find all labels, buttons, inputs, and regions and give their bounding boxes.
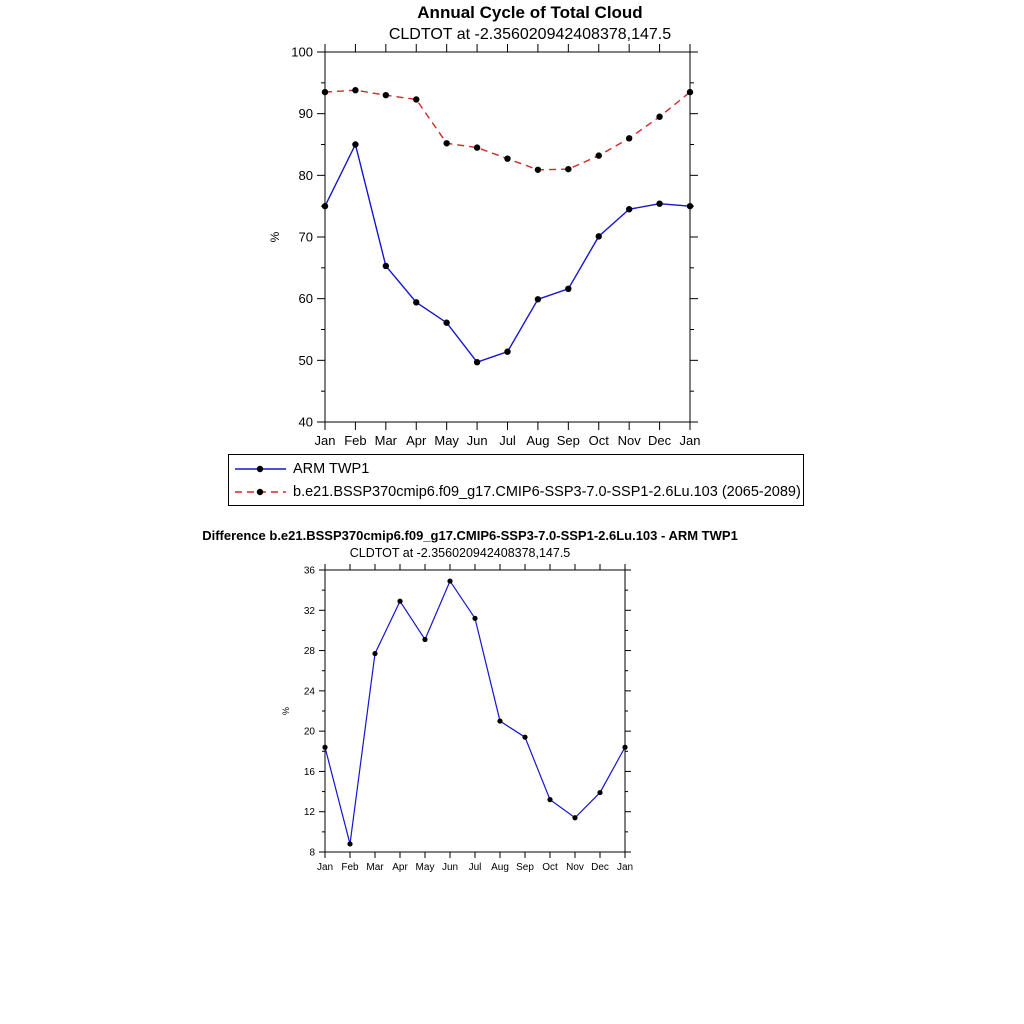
svg-text:100: 100 [291, 44, 313, 60]
svg-text:%: % [281, 706, 291, 716]
svg-text:Oct: Oct [588, 433, 609, 448]
svg-text:Jan: Jan [316, 862, 334, 873]
svg-text:32: 32 [303, 605, 315, 617]
svg-text:Mar: Mar [374, 433, 398, 448]
legend-item-model-run [233, 480, 799, 503]
svg-text:Dec: Dec [591, 862, 609, 873]
svg-text:Apr: Apr [392, 862, 408, 873]
svg-text:80: 80 [298, 167, 313, 183]
svg-text:Feb: Feb [341, 862, 359, 873]
svg-text:36: 36 [303, 565, 315, 577]
difference-chart-subtitle: CLDTOT at -2.356020942408378,147.5 [349, 546, 571, 560]
svg-text:28: 28 [303, 646, 315, 658]
svg-text:Oct: Oct [542, 862, 558, 873]
svg-text:Jan: Jan [314, 433, 336, 448]
svg-text:12: 12 [303, 807, 315, 819]
legend [228, 454, 804, 506]
svg-text:20: 20 [303, 726, 315, 738]
svg-text:16: 16 [303, 766, 315, 778]
difference-chart [250, 560, 670, 880]
svg-text:Jan: Jan [616, 862, 634, 873]
svg-text:Jan: Jan [679, 433, 701, 448]
red-dashed-line-sample-icon [233, 484, 288, 500]
svg-text:Nov: Nov [617, 433, 641, 448]
svg-text:Aug: Aug [526, 433, 550, 448]
svg-text:90: 90 [298, 106, 313, 122]
difference-chart-title: Difference b.e21.BSSP370cmip6.f09_g17.CMIP6-SSP3-7.0-SSP1-2.6Lu.103 - ARM TWP1 [202, 528, 738, 543]
svg-text:Jun: Jun [441, 862, 459, 873]
svg-text:Jun: Jun [466, 433, 488, 448]
svg-text:40: 40 [298, 414, 313, 430]
annual-cycle-chart [230, 38, 830, 448]
svg-text:8: 8 [309, 847, 315, 859]
svg-text:Jul: Jul [499, 433, 516, 448]
svg-text:Feb: Feb [344, 433, 367, 448]
svg-text:Sep: Sep [516, 862, 534, 873]
svg-text:70: 70 [298, 229, 313, 245]
svg-text:Apr: Apr [406, 433, 427, 448]
svg-text:60: 60 [298, 291, 313, 307]
svg-text:May: May [415, 862, 435, 873]
svg-text:%: % [268, 231, 282, 243]
svg-text:Dec: Dec [648, 433, 672, 448]
svg-text:Sep: Sep [556, 433, 580, 448]
svg-text:50: 50 [298, 352, 313, 368]
top-chart-title: Annual Cycle of Total Cloud [417, 3, 643, 22]
legend-label-arm-twp1: ARM TWP1 [293, 460, 370, 477]
svg-text:Mar: Mar [366, 862, 384, 873]
svg-text:Jul: Jul [468, 862, 482, 873]
legend-item-arm-twp1 [233, 457, 799, 480]
svg-text:Aug: Aug [491, 862, 509, 873]
svg-text:Nov: Nov [566, 862, 584, 873]
blue-line-sample-icon [233, 461, 288, 477]
svg-text:24: 24 [303, 686, 315, 698]
svg-text:May: May [434, 433, 459, 448]
legend-label-model-run: b.e21.BSSP370cmip6.f09_g17.CMIP6-SSP3-7.0-SSP1-2.6Lu.103 (2065-2089) [293, 483, 801, 500]
top-chart-subtitle: CLDTOT at -2.356020942408378,147.5 [388, 26, 672, 43]
